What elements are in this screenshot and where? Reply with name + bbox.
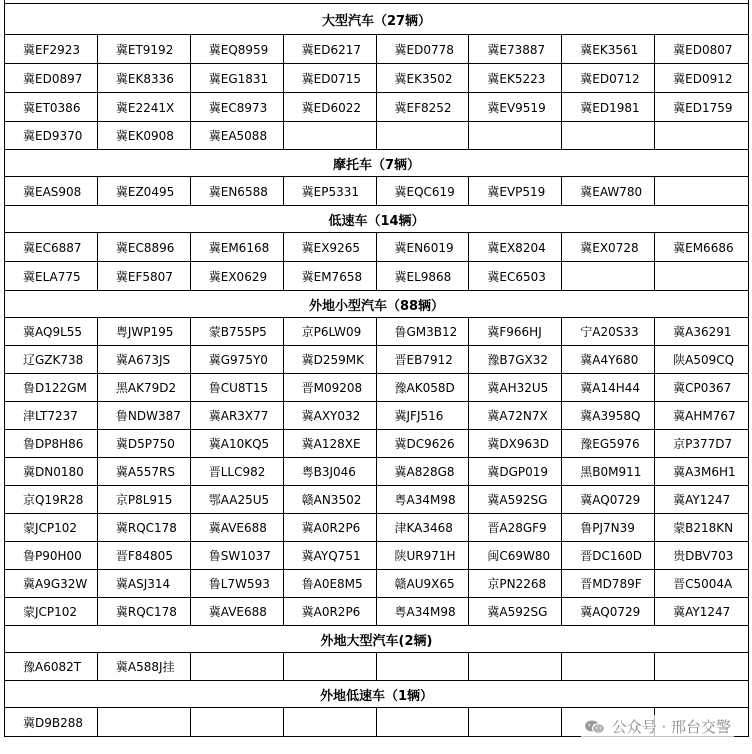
section-header: 大型汽车（27辆） [4,4,749,35]
plate-cell: 冀F966HJ [469,318,562,346]
plate-cell [655,122,749,150]
plate-cell: 冀EX9265 [284,233,377,262]
plate-cell: 粤A34M98 [377,598,470,626]
plate-cell: 冀A128XE [284,430,377,458]
plate-cell: 鲁D122GM [5,374,98,402]
plate-cell [284,708,377,737]
plate-cell: 冀A673JS [98,346,191,374]
table-row [4,570,749,598]
plate-cell: 冀EZ0495 [98,177,191,206]
plate-cell: 冀AR3X77 [191,402,284,430]
watermark [581,715,734,738]
plate-cell: 冀EX8204 [469,233,562,262]
plate-cell: 冀A0R2P6 [284,598,377,626]
plate-cell: 冀ED6022 [284,93,377,122]
plate-cell: 冀A9G32W [5,570,98,598]
plate-cell: 冀EQC619 [377,177,470,206]
plate-cell: 鲁PJ7N39 [562,514,655,542]
plate-cell: 冀EC6887 [5,233,98,262]
plate-cell: 冀ELA775 [5,262,98,291]
plate-cell: 冀E2241X [98,93,191,122]
table-row [4,93,749,122]
plate-cell: 冀CP0367 [655,374,749,402]
plate-cell: 冀AY1247 [655,486,749,514]
plate-cell: 晋EB7912 [377,346,470,374]
plate-cell: 冀DC9626 [377,430,470,458]
plate-cell: 京Q19R28 [5,486,98,514]
plate-cell: 鲁NDW387 [98,402,191,430]
plate-cell: 冀EX0629 [191,262,284,291]
plate-cell: 辽GZK738 [5,346,98,374]
table-row [4,542,749,570]
table-row [4,35,749,64]
plate-cell: 冀ED0715 [284,64,377,93]
section-header: 外地低速车（1辆） [4,681,749,708]
plate-cell: 京P8L915 [98,486,191,514]
table-row [4,430,749,458]
plate-cell: 晋A28GF9 [469,514,562,542]
plate-cell: 宁A20S33 [562,318,655,346]
plate-cell: 冀EQ8959 [191,35,284,64]
plate-cell: 冀EA5088 [191,122,284,150]
plate-cell: 冀EM7658 [284,262,377,291]
plate-cell [377,653,470,681]
plate-cell: 冀AQ9L55 [5,318,98,346]
plate-cell: 冀EF8252 [377,93,470,122]
plate-cell [469,653,562,681]
plate-cell: 冀DN0180 [5,458,98,486]
plate-cell: 晋C5004A [655,570,749,598]
plate-cell: 赣AN3502 [284,486,377,514]
plate-cell: 冀A588J挂 [98,653,191,681]
plate-cell: 冀ED1981 [562,93,655,122]
plate-cell: 京P6LW09 [284,318,377,346]
plate-cell: 晋M09208 [284,374,377,402]
plate-cell: 冀AVE688 [191,514,284,542]
plate-cell: 京PN2268 [469,570,562,598]
plate-cell: 豫A6082T [5,653,98,681]
plate-cell: 冀AQ0729 [562,598,655,626]
plate-cell [655,177,749,206]
plate-cell: 陕A509CQ [655,346,749,374]
plate-cell: 冀EC8973 [191,93,284,122]
plate-cell: 鲁P90H00 [5,542,98,570]
wechat-icon [584,719,606,735]
plate-cell: 冀EL9868 [377,262,470,291]
plate-cell: 冀EVP519 [469,177,562,206]
plate-cell: 黑B0M911 [562,458,655,486]
table-row [4,458,749,486]
plate-cell: 蒙JCP102 [5,514,98,542]
table-row [4,122,749,150]
plate-cell: 冀A828G8 [377,458,470,486]
plate-cell [377,708,470,737]
plate-cell: 鄂AA25U5 [191,486,284,514]
plate-cell: 冀AQ0729 [562,486,655,514]
table-row [4,177,749,206]
plate-cell: 豫B7GX32 [469,346,562,374]
plate-cell [655,262,749,291]
plate-cell: 冀ED0897 [5,64,98,93]
plate-cell: 冀EK0908 [98,122,191,150]
plate-cell: 冀EK3561 [562,35,655,64]
plate-cell: 冀A557RS [98,458,191,486]
plate-cell: 冀EM6168 [191,233,284,262]
plate-cell: 冀EF2923 [5,35,98,64]
plate-cell: 鲁CU8T15 [191,374,284,402]
section-header: 摩托车（7辆） [4,150,749,177]
plate-cell: 晋LLC982 [191,458,284,486]
plate-cell [562,653,655,681]
plate-cell: 冀A3958Q [562,402,655,430]
section-header: 外地大型汽车(2辆) [4,626,749,653]
plate-cell: 晋MD789F [562,570,655,598]
plate-cell: 冀EK5223 [469,64,562,93]
watermark-text: 公众号 · 邢台交警 [611,718,731,736]
table-row [4,374,749,402]
plate-cell: 冀EF5807 [98,262,191,291]
plate-cell: 京P377D7 [655,430,749,458]
table-row [4,262,749,291]
plate-cell: 豫EG5976 [562,430,655,458]
plate-cell: 陕UR971H [377,542,470,570]
plate-cell: 冀EN6019 [377,233,470,262]
plate-cell: 冀AVE688 [191,598,284,626]
plate-list-table [4,0,749,737]
plate-cell: 冀A10KQ5 [191,430,284,458]
plate-cell: 闽C69W80 [469,542,562,570]
plate-cell: 冀EM6686 [655,233,749,262]
plate-cell: 冀RQC178 [98,514,191,542]
plate-cell: 蒙B755P5 [191,318,284,346]
plate-cell: 冀EX0728 [562,233,655,262]
plate-cell: 晋DC160D [562,542,655,570]
table-row [4,598,749,626]
plate-cell: 豫AK058D [377,374,470,402]
plate-cell: 冀ED0712 [562,64,655,93]
plate-cell: 冀ET9192 [98,35,191,64]
plate-cell [562,122,655,150]
plate-cell: 冀AHM767 [655,402,749,430]
plate-cell: 冀AXY032 [284,402,377,430]
plate-cell: 冀A14H44 [562,374,655,402]
plate-cell: 冀A592SG [469,486,562,514]
table-row [4,486,749,514]
plate-cell: 冀A3M6H1 [655,458,749,486]
plate-cell: 冀E73887 [469,35,562,64]
plate-cell: 冀ED0807 [655,35,749,64]
plate-cell: 津KA3468 [377,514,470,542]
section-header: 外地小型汽车（88辆） [4,291,749,318]
plate-cell: 鲁DP8H86 [5,430,98,458]
plate-cell [562,262,655,291]
plate-cell: 津LT7237 [5,402,98,430]
plate-cell: 鲁SW1037 [191,542,284,570]
plate-cell: 冀EN6588 [191,177,284,206]
plate-cell: 粤B3J046 [284,458,377,486]
table-row [4,402,749,430]
plate-cell: 冀ASJ314 [98,570,191,598]
plate-cell: 冀A36291 [655,318,749,346]
plate-cell: 冀G975Y0 [191,346,284,374]
plate-cell: 冀D5P750 [98,430,191,458]
table-row [4,64,749,93]
plate-cell [98,708,191,737]
plate-cell: 冀EAW780 [562,177,655,206]
plate-cell: 蒙JCP102 [5,598,98,626]
plate-cell: 冀ED6217 [284,35,377,64]
plate-cell: 冀EV9519 [469,93,562,122]
plate-cell: 冀DGP019 [469,458,562,486]
plate-cell: 冀AYQ751 [284,542,377,570]
plate-cell: 冀RQC178 [98,598,191,626]
plate-cell [469,122,562,150]
plate-cell: 冀DX963D [469,430,562,458]
plate-cell: 冀D259MK [284,346,377,374]
table-row [4,318,749,346]
plate-cell [377,122,470,150]
plate-cell [655,653,749,681]
plate-cell: 冀EG1831 [191,64,284,93]
plate-cell: 冀EC8896 [98,233,191,262]
plate-cell: 鲁L7W593 [191,570,284,598]
plate-cell: 赣AU9X65 [377,570,470,598]
plate-cell: 冀EAS908 [5,177,98,206]
plate-cell: 冀AY1247 [655,598,749,626]
table-row [4,653,749,681]
plate-cell: 冀EK8336 [98,64,191,93]
plate-cell [191,653,284,681]
plate-cell: 冀EP5331 [284,177,377,206]
plate-cell: 冀ET0386 [5,93,98,122]
plate-cell [284,653,377,681]
plate-cell: 冀EC6503 [469,262,562,291]
plate-cell [191,708,284,737]
plate-cell: 鲁A0E8M5 [284,570,377,598]
plate-cell: 贵DBV703 [655,542,749,570]
plate-cell: 冀ED0778 [377,35,470,64]
table-row [4,514,749,542]
plate-cell: 黑AK79D2 [98,374,191,402]
plate-cell: 冀EK3502 [377,64,470,93]
plate-cell: 冀A72N7X [469,402,562,430]
plate-cell: 晋F84805 [98,542,191,570]
plate-cell: 粤A34M98 [377,486,470,514]
table-row [4,233,749,262]
plate-cell: 冀A4Y680 [562,346,655,374]
plate-cell: 粤JWP195 [98,318,191,346]
plate-cell: 鲁GM3B12 [377,318,470,346]
section-header: 低速车（14辆） [4,206,749,233]
plate-cell [469,708,562,737]
plate-cell: 冀ED9370 [5,122,98,150]
plate-cell: 冀JFJ516 [377,402,470,430]
plate-cell: 冀D9B288 [5,708,98,737]
plate-cell: 冀ED1759 [655,93,749,122]
table-row [4,346,749,374]
plate-cell: 冀A0R2P6 [284,514,377,542]
plate-cell: 冀A592SG [469,598,562,626]
plate-cell [284,122,377,150]
plate-cell: 蒙B218KN [655,514,749,542]
plate-cell: 冀AH32U5 [469,374,562,402]
plate-cell: 冀ED0912 [655,64,749,93]
